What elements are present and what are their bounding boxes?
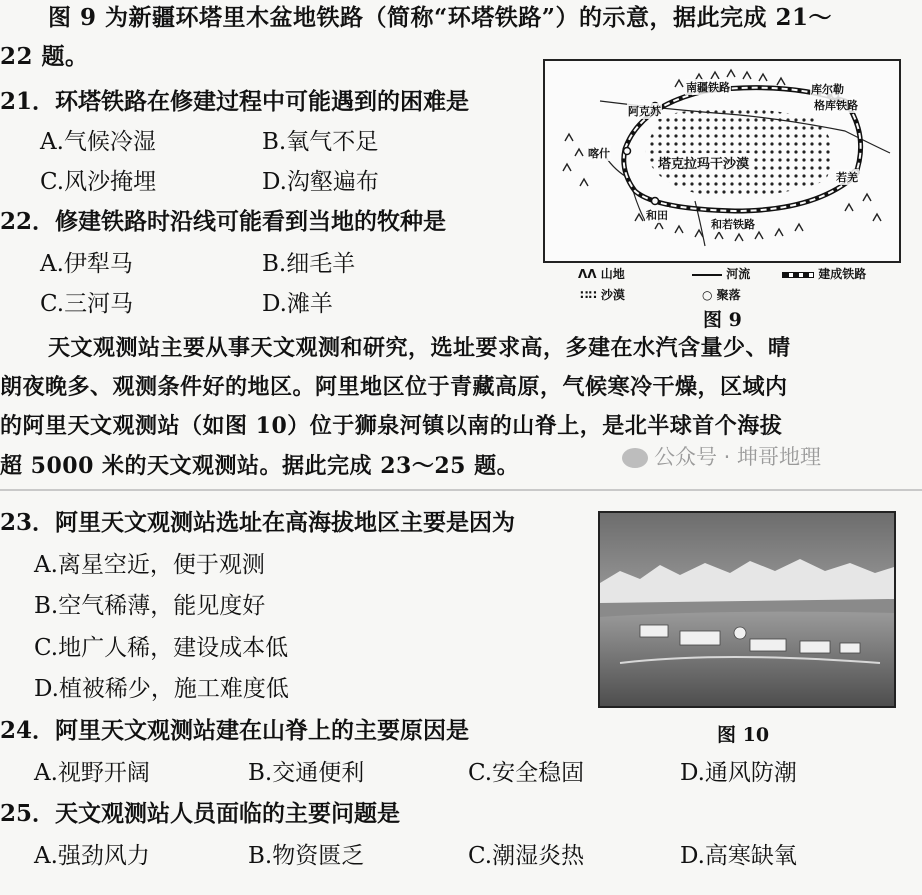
q23-option-c[interactable]: C.地广人稀，建设成本低: [34, 635, 289, 661]
intro2-line-2: 朗夜晚多、观测条件好的地区。阿里地区位于青藏高原，气候寒冷干燥，区域内: [0, 374, 788, 400]
q24-option-b[interactable]: B.交通便利: [248, 760, 365, 786]
legend-river: [692, 265, 750, 282]
q24-option-d[interactable]: D.通风防潮: [680, 760, 797, 786]
intro2-line-1: 天文观测站主要从事天文观测和研究，选址要求高，多建在水汽含量少、晴: [48, 335, 791, 361]
legend-railway: [782, 265, 866, 282]
watermark-text: 公众号 · 坤哥地理: [654, 445, 822, 469]
q24-option-a[interactable]: A.视野开阔: [34, 760, 150, 786]
question-22-stem: 22．修建铁路时沿线可能看到当地的牧种是: [0, 208, 447, 235]
figure-10-photo: [598, 511, 896, 708]
intro-line-2: 22 题。: [0, 43, 89, 70]
label-kashi: 喀什: [588, 147, 610, 160]
label-taklamakan: 塔克拉玛干沙漠: [657, 153, 750, 172]
question-25-stem: 25．天文观测站人员面临的主要问题是: [0, 800, 401, 827]
legend-desert-icon: ∷∷: [580, 288, 597, 302]
legend-desert: [580, 286, 625, 303]
label-kuerle: 库尔勒: [811, 83, 844, 96]
watermark: [622, 441, 821, 471]
question-24-stem: 24．阿里天文观测站建在山脊上的主要原因是: [0, 717, 470, 744]
section-divider: [0, 489, 922, 491]
legend-mountain-label: 山地: [600, 267, 625, 281]
observatory-photo: [600, 513, 894, 706]
legend-railway-icon: [782, 272, 814, 278]
q22-option-d[interactable]: D.滩羊: [262, 291, 333, 317]
legend-river-label: 河流: [726, 267, 751, 281]
q25-option-b[interactable]: B.物资匮乏: [248, 843, 365, 869]
legend-river-icon: [692, 274, 722, 276]
q25-option-c[interactable]: C.潮湿炎热: [468, 843, 585, 869]
legend-settlement: [702, 286, 741, 303]
legend-mountain: [578, 265, 625, 282]
legend-desert-label: 沙漠: [600, 288, 625, 302]
q22-option-b[interactable]: B.细毛羊: [262, 251, 356, 277]
legend-mountain-icon: ᐱᐱ: [578, 267, 597, 281]
q25-option-d[interactable]: D.高寒缺氧: [680, 843, 797, 869]
q22-option-c[interactable]: C.三河马: [40, 291, 134, 317]
figure-9-caption: 图 9: [703, 309, 742, 331]
q25-option-a[interactable]: A.强劲风力: [34, 843, 150, 869]
wechat-icon: [622, 448, 648, 468]
intro-line-1: 图 9 为新疆环塔里木盆地铁路（简称“环塔铁路”）的示意，据此完成 21～: [48, 4, 832, 31]
figure-9-map: [543, 59, 901, 263]
q21-option-b[interactable]: B.氧气不足: [262, 129, 379, 155]
label-akesu: 阿克苏: [628, 105, 661, 118]
label-geku-railway: 格库铁路: [814, 99, 858, 112]
q22-option-a[interactable]: A.伊犁马: [40, 251, 133, 277]
label-heruo-railway: 和若铁路: [711, 218, 755, 231]
q21-option-c[interactable]: C.风沙掩埋: [40, 169, 157, 195]
label-ruoqiang: 若羌: [836, 171, 858, 184]
question-21-stem: 21．环塔铁路在修建过程中可能遇到的困难是: [0, 88, 470, 115]
q23-option-d[interactable]: D.植被稀少，施工难度低: [34, 676, 289, 702]
q24-option-c[interactable]: C.安全稳固: [468, 760, 585, 786]
label-nanjiang-railway: 南疆铁路: [686, 81, 730, 94]
intro2-line-4: 超 5000 米的天文观测站。据此完成 23～25 题。: [0, 453, 520, 479]
question-23-stem: 23．阿里天文观测站选址在高海拔地区主要是因为: [0, 509, 516, 536]
legend-railway-label: 建成铁路: [818, 267, 867, 281]
q23-option-a[interactable]: A.离星空近，便于观测: [34, 552, 265, 578]
q23-option-b[interactable]: B.空气稀薄，能见度好: [34, 593, 266, 619]
q21-option-a[interactable]: A.气候冷湿: [40, 129, 156, 155]
legend-settlement-icon: ○: [702, 288, 713, 302]
label-hetian: 和田: [646, 209, 668, 222]
intro2-line-3: 的阿里天文观测站（如图 10）位于狮泉河镇以南的山脊上，是北半球首个海拔: [0, 413, 783, 439]
q21-option-d[interactable]: D.沟壑遍布: [262, 169, 379, 195]
figure-10-caption: 图 10: [717, 724, 770, 746]
legend-settlement-label: 聚落: [716, 288, 741, 302]
